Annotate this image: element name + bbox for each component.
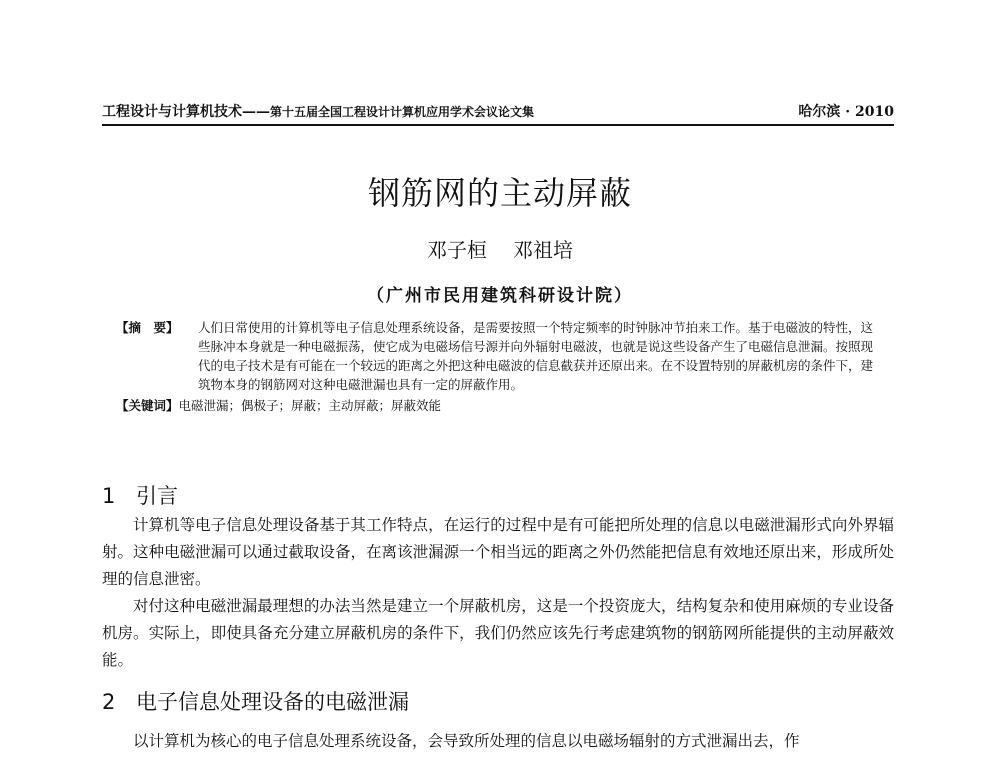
paragraph: 对付这种电磁泄漏最理想的办法当然是建立一个屏蔽机房，这是一个投资庞大，结构复杂和使用麻烦的专业设备机房。实际上，即使具备充分建立屏蔽机房的条件下，我们仍然应该先行考虑建筑物的钢筋网所能提供的主动屏蔽效能。: [102, 597, 894, 669]
section-heading-1: [102, 482, 178, 510]
paragraph: 计算机等电子信息处理设备基于其工作特点，在运行的过程中是有可能把所处理的信息以电磁泄漏形式向外界辐射。这种电磁泄漏可以通过截取设备，在离该泄漏源一个相当远的距离之外仍然能把信息有效地还原出来，形成所处理的信息泄密。: [102, 516, 894, 588]
paragraph: 以计算机为核心的电子信息处理系统设备，会导致所处理的信息以电磁场辐射的方式泄漏出去，作: [133, 732, 800, 750]
conference-location-year: 哈尔滨 · 2010: [798, 104, 894, 120]
keywords-text: 电磁泄漏；偶极子；屏蔽；主动屏蔽；屏蔽效能: [178, 398, 442, 413]
abstract-text: 人们日常使用的计算机等电子信息处理系统设备，是需要按照一个特定频率的时钟脉冲节拍来工作。基于电磁波的特性，这些脉冲本身就是一种电磁振荡，使它成为电磁场信号源并向外辐射电磁波，也就是说这些设备产生了电磁信息泄漏。按照现代的电子技术是有可能在一个较远的距离之外把这种电磁波的信息截获并还原出来。在不设置特别的屏蔽机房的条件下，建筑物本身的钢筋网对这种电磁泄漏也具有一定的屏蔽作用。: [198, 320, 874, 392]
abstract-label: 【摘 要】: [116, 320, 179, 335]
paper-title: 钢筋网的主动屏蔽: [367, 174, 632, 212]
affiliation: （广州市民用建筑科研设计院）: [367, 286, 633, 306]
section-2-body: [102, 728, 894, 755]
proceedings-name: 第十五届全国工程设计计算机应用学术会议论文集: [270, 105, 535, 119]
journal-name: 工程设计与计算机技术: [102, 104, 242, 120]
header-dash: ——: [242, 104, 270, 120]
running-header-left: [102, 102, 534, 122]
keywords: [116, 396, 876, 415]
author-name: 邓祖培: [513, 238, 573, 262]
running-header: [102, 102, 894, 126]
abstract-block: [116, 318, 876, 415]
authors: [0, 236, 1000, 264]
section-title: 引言: [136, 484, 178, 508]
keywords-label: 【关键词】: [116, 398, 179, 413]
author-name: 邓子桓: [427, 238, 487, 262]
section-number: 2: [102, 690, 116, 714]
section-title: 电子信息处理设备的电磁泄漏: [136, 690, 409, 714]
abstract: [116, 318, 876, 394]
section-number: 1: [102, 484, 116, 508]
section-heading-2: [102, 688, 409, 716]
section-1-body: [102, 512, 894, 674]
